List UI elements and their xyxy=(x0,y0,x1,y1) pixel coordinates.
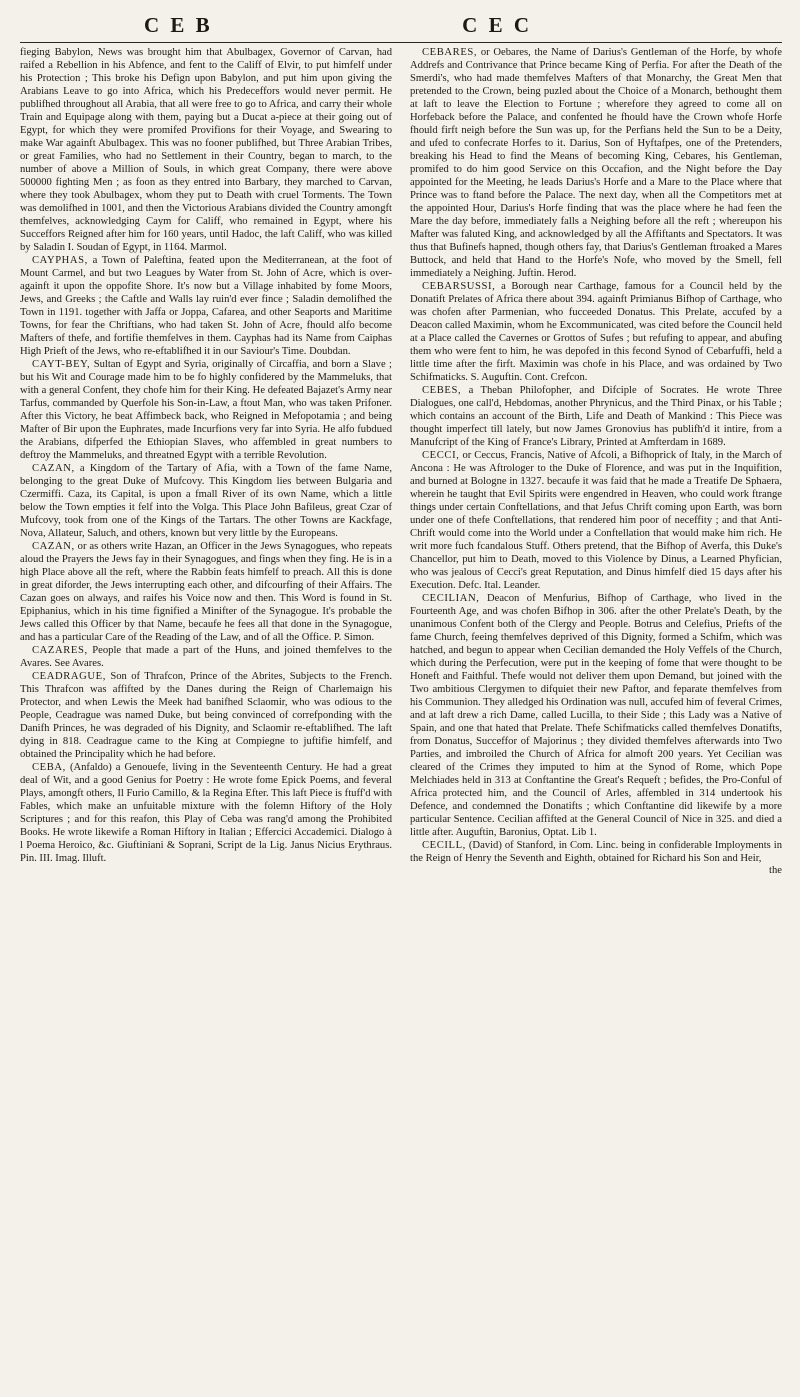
entry-text: or Ceccus, Francis, Native of Afcoli, a Bifhoprick of Italy, in the March of Ancona : He was Aftrologer to the Duke of Florence, and was put in the Inquifition, and burned at Bologne in 1327. becaufe it was faid that he made a Treatife De Sphaera, wherein he taught that Evil Spirits were engendred in Heaven, who could work ftrange things under certain Conftellations, and that Jefus Chrift coming upon Earth, was born under one of thefe Conftellations, that rendered him poor of neceffity ; and that Anti-Chrift would come into the World under a Conftellation that would make him rich. He writ more fuch fcandalous Stuff. Others pretend, that the Bifhop of Averfa, this Duke's Chancellor, put him to Death, moved to this Violence by Dinus, a Learned Phyfician, who was jealous of Cecci's great Reputation, and Dinus himfelf died 15 days after his Execution. Defc. Ital. Leander. xyxy=(410,450,782,591)
dictionary-entry xyxy=(410,592,782,839)
header-right-guideword: C E C xyxy=(462,13,532,37)
entry-headword: CEADRAGUE, xyxy=(32,671,106,682)
entry-headword: CEBA, xyxy=(32,762,66,773)
dictionary-entry xyxy=(20,254,392,358)
entry-text: or Oebares, the Name of Darius's Gentleman of the Horfe, by whofe Addrefs and Contrivance that Prince became King of Perfia. For after the Death of the Smerdi's, who had made themfelves Mafters of that Monarchy, the Great Men that pretended to the Crown, being puzled about the Choice of a Monarch, bethought them at laft to leave the Election to Fortune ; wherefore they agreed to come all on Horfeback before the Palace, and confented he fhould have the Crown whofe Horfe fhould firft neigh before the Sun was up, for the Perfians held the Sun to be a Deity, and ufed to confecrate Horfes to it. Darius, Son of Hyftafpes, one of the Pretenders, breaking his Head to find the Means of becoming King, Cebares, his Gentleman, promifed to do him good Service on this Occafion, and the Night before the Day appointed for the Meeting, he leads Darius's Horfe and a Mare to the Place where that Prince was to ftand before the Palace. The next day, when all the Competitors met at the appointed Hour, Darius's Horfe finding that was the place where he had feen the Mare the day before, immediately falls a Neighing before all the reft ; whereupon his Mafter was faluted King, and acknowledged by all the Affiftants and Spectators. It was thus that Bufinefs hapned, though others fay, that Darius's Gentleman ftroaked a Mares Buttock, and held that Hand to the Horfe's Nofe, who moved by the Smell, fell immediately a Neighing. Juftin. Herod. xyxy=(410,47,782,279)
dictionary-entry xyxy=(410,839,782,865)
entry-headword: CECILL, xyxy=(422,840,466,851)
running-header xyxy=(20,14,782,36)
dictionary-entry xyxy=(410,46,782,280)
entry-text: People that made a part of the Huns, and joined themfelves to the Avares. See Avares. xyxy=(20,645,392,669)
dictionary-entry xyxy=(20,462,392,540)
dictionary-entry xyxy=(20,358,392,462)
entry-headword: CAZAN, xyxy=(32,463,75,474)
entry-headword: CECILIAN, xyxy=(422,593,480,604)
entry-headword: CEBARSUSSI, xyxy=(422,281,496,292)
entry-text: Sultan of Egypt and Syria, originally of Circaffia, and born a Slave ; but his Wit and Courage made him to be fo highly confidered by the Mammeluks, that with a general Confent, they chofe him for their King. He defeated Bajazet's Army near Tarfus, commanded by Querfole his Son-in-Law, a ftout Man, who was taken Prifoner. After this Victory, he beat Affimbeck back, who Reigned in Mefopotamia ; and being Mafter of Bir upon the Euphrates, made Incurfions very far into Syria. He alfo fubdued the Arabians, difperfed the Ethiopian Slaves, who affembled in great numbers to deftroy the Mammeluks, and threatned Egypt with a terrible Revolution. xyxy=(20,359,392,461)
dictionary-entry xyxy=(20,670,392,761)
entry-headword: CAYPHAS, xyxy=(32,255,88,266)
text-columns xyxy=(20,46,782,877)
entry-text: a Kingdom of the Tartary of Afia, with a Town of the fame Name, belonging to the great Duke of Mufcovy. This Kingdom lies between Bulgaria and Czermiffi. Caza, its Capital, is upon a fmall River of its own Name, which a little below the Town empties it felf into the Volga. This Place John Bafileus, great Czar of Mufcovy, took from one of the Kings of the Tartars. The other Towns are Kackfage, Nova, Allateur, Saluch, and others, known but very little by the Europeans. xyxy=(20,463,392,539)
entry-text: fieging Babylon, News was brought him that Abulbagex, Governor of Carvan, had raifed a Rebellion in his Abfence, and fent to the Califf of Elvir, to put himfelf under his Protection ; This broke his Defign upon Babylon, and put him upon giving the Arabians Leave to go into Africa, which his Predeceffors would never permit. He publifhed throughout all Arabia, that all were free to go to Africa, and carry their whole Train and Equipage along with them, paying but a Ducat a-piece at their going out of Egypt, for which they were promifed Provifions for their Voyage, and Swearing to make War againft Abulbagex. This was no fooner publifhed, but Three Arabian Tribes, or great Families, who had no Settlement in their Country, began to march, to the number of above a Million of Souls, in which great Company, there were above 500000 fighting Men ; as foon as they entred into Barbary, they marched to Carvan, where they took Abulbagex, whom they put to Death with cruel Torments. The Town was demolifhed in 1001, and then the Victorious Arabians divided the Country amongft themfelves, acknowledging Caym for Califf, who remained in Egypt, where his Succeffors Reigned after him for 160 years, until Hadoc, the laft Califf, who was killed by Saladin I. Soudan of Egypt, in 1164. Marmol. xyxy=(20,47,392,253)
dictionary-entry xyxy=(410,280,782,384)
dictionary-entry xyxy=(20,540,392,644)
left-column xyxy=(20,46,392,877)
dictionary-entry xyxy=(20,761,392,865)
entry-text: Deacon of Menfurius, Bifhop of Carthage, who lived in the Fourteenth Age, and was chofen Bifhop in 306. after the other Prelate's Death, by the unanimous Confent both of the Clergy and People. Botrus and Celefius, Priefts of the fame Church, feeing themfelves deprived of this Dignity, formed a Schifm, which was hatched, and begun to appear when Cecilian demanded the Holy Veffels of the Church, which during the Perfecution, were put in the keeping of fome that were thought to be Honeft and Faithful. Thefe would not deliver them upon Demand, but joined with the Two ambitious Clergymen to difquiet their new Paftor, and feparate themfelves from his Communion. They alledged his Ordination was null, accufed him of feveral Crimes, and at laft drew a rich Dame, called Lucilla, to their Side ; this Lady was a Native of Spain, and one that hated that Prelate. Thefe Schifmaticks called themfelves Donatifts, from Donatus, Succeffor of Majorinus ; they divided themfelves afterwards into Two Parties, and imbroiled the Church of Africa for almoft 200 years. Yet Cecilian was cleared of the Crimes they imputed to him at the Synod of Rome, which Pope Melchiades held in 313 at Conftantine the Great's Requeft ; befides, the Pro-Conful of Africa protected him, and the Council of Arles, affembled in 314 undertook his Defence, and condemned the Donatifts ; which Conftantine did likewife by a more particular Sentence. Cecilian affifted at the General Council of Nice in 325. and died a little after. Auguftin, Baronius, Optat. Lib 1. xyxy=(410,593,782,838)
entry-headword: CEBES, xyxy=(422,385,462,396)
dictionary-entry xyxy=(410,384,782,449)
entry-headword: CEBARES, xyxy=(422,47,478,58)
catchword: the xyxy=(769,865,782,876)
dictionary-entry xyxy=(410,449,782,592)
entry-text: a Theban Philofopher, and Difciple of Socrates. He wrote Three Dialogues, one call'd, Hebdomas, another Phrynicus, and the Third Pinax, or his Table ; which contains an account of the Birth, Life and Death of Mankind : This Piece was thought imperfect till lately, but now James Gronovius has publifh'd it intire, from a Manufcript of the King of France's Library, Printed at Amfterdam in 1689. xyxy=(410,385,782,448)
entry-headword: CECCI, xyxy=(422,450,460,461)
right-column xyxy=(410,46,782,877)
entry-text: Son of Thrafcon, Prince of the Abrites, Subjects to the French. This Thrafcon was affifted by the Danes during the Reign of Charlemaign his Protector, and when Lewis the Meek had banifhed Sclaomir, who was odious to the People, Ceadrague was named Duke, but being convinced of correfponding with the Danifh Princes, he was degraded of his Dignity, and Sclaomir re-eftablifhed. The laft dying in 818. Ceadrague came to the King at Compiegne to juftifie himfelf, and obtained the Principality which he had before. xyxy=(20,671,392,760)
entry-text: a Borough near Carthage, famous for a Council held by the Donatift Prelates of Africa there about 394. againft Primianus Bifhop of Carthage, who was chofen after Parmenian, who fucceeded Donatus. This Prelate, accufed by a Deacon called Maximin, whom he Excommunicated, was cited before the Council held at a Place called the Cavernes or Grottos of Sufes ; but refufing to appear, and abufing them who were fent to him, he was depofed in this fecond Synod of Cebarfuffi, held a little time after the firft. Maximin was chofe in his Place, and was ordained by Two Schifmaticks. S. Auguftin. Cont. Crefcon. xyxy=(410,281,782,383)
entry-headword: CAZARES, xyxy=(32,645,88,656)
dictionary-entry xyxy=(20,46,392,254)
entry-text: (Anfaldo) a Genouefe, living in the Seventeenth Century. He had a great deal of Wit, and a good Genius for Poetry : He wrote fome Epick Poems, and feveral Plays, amongft others, Il Furio Camillo, & la Regina Efter. This laft Piece is ftuff'd with Fables, which make an unfuitable mixture with the folemn Hiftory of the Holy Scriptures ; and for this reafon, this Play of Ceba was rang'd among the Prohibited Books. He wrote likewife a Roman Hiftory in Italian ; Effercici Accademici. Dialogo à l Poema Heroico, &c. Giuftiniani & Soprani, Script de la Lig. Janus Nicius Erythraus. Pin. III. Imag. Illuft. xyxy=(20,762,392,864)
entry-headword: CAYT-BEY, xyxy=(32,359,91,370)
header-rule xyxy=(20,42,782,43)
dictionary-entry xyxy=(20,644,392,670)
entry-headword: CAZAN, xyxy=(32,541,75,552)
entry-text: or as others write Hazan, an Officer in the Jews Synagogues, who repeats aloud the Prayers the Jews fay in their Synagogues, and fings when they fing. He is in a high Place above all the reft, where the Rabbin feats himfelf to preach. All this is done in great diforder, the Jews interrupting each other, and difcourfing of their Affairs. The Cazan goes on always, and raifes his Voice now and then. This Word is found in St. Epiphanius, which in his time fignified a Minifter of the Synagogue. It's probable the Jews called this Officer by that Name, becaufe he fees all that done in the Synagogue, and has a particular Care of the Reading of the Law, and of all the Office. P. Simon. xyxy=(20,541,392,643)
entry-text: (David) of Stanford, in Com. Linc. being in confiderable Imployments in the Reign of Henry the Seventh and Eighth, obtained for Richard his Son and Heir, xyxy=(410,840,782,864)
entry-text: a Town of Paleftina, feated upon the Mediterranean, at the foot of Mount Carmel, and but two Leagues by Water from St. John of Acre, which is over-againft it upon the oppofite Shore. It's now but a Village inhabited by fome Moors, Jews, and Greeks ; the Caftle and Walls lay ruin'd ever fince ; Saladin demolifhed the Town in 1191. together with Jaffa or Joppa, Cafarea, and other Seaports and Maritime Towns, for fear the Chriftians, who had taken St. John of Acre, fhould alfo become Mafters of thefe, and fortifie themfelves in them. Cayphas had its Name from Caiphas High Prieft of the Jews, who re-eftablifhed it in our Saviour's Time. Doubdan. xyxy=(20,255,392,357)
header-left-guideword: C E B xyxy=(144,13,213,37)
